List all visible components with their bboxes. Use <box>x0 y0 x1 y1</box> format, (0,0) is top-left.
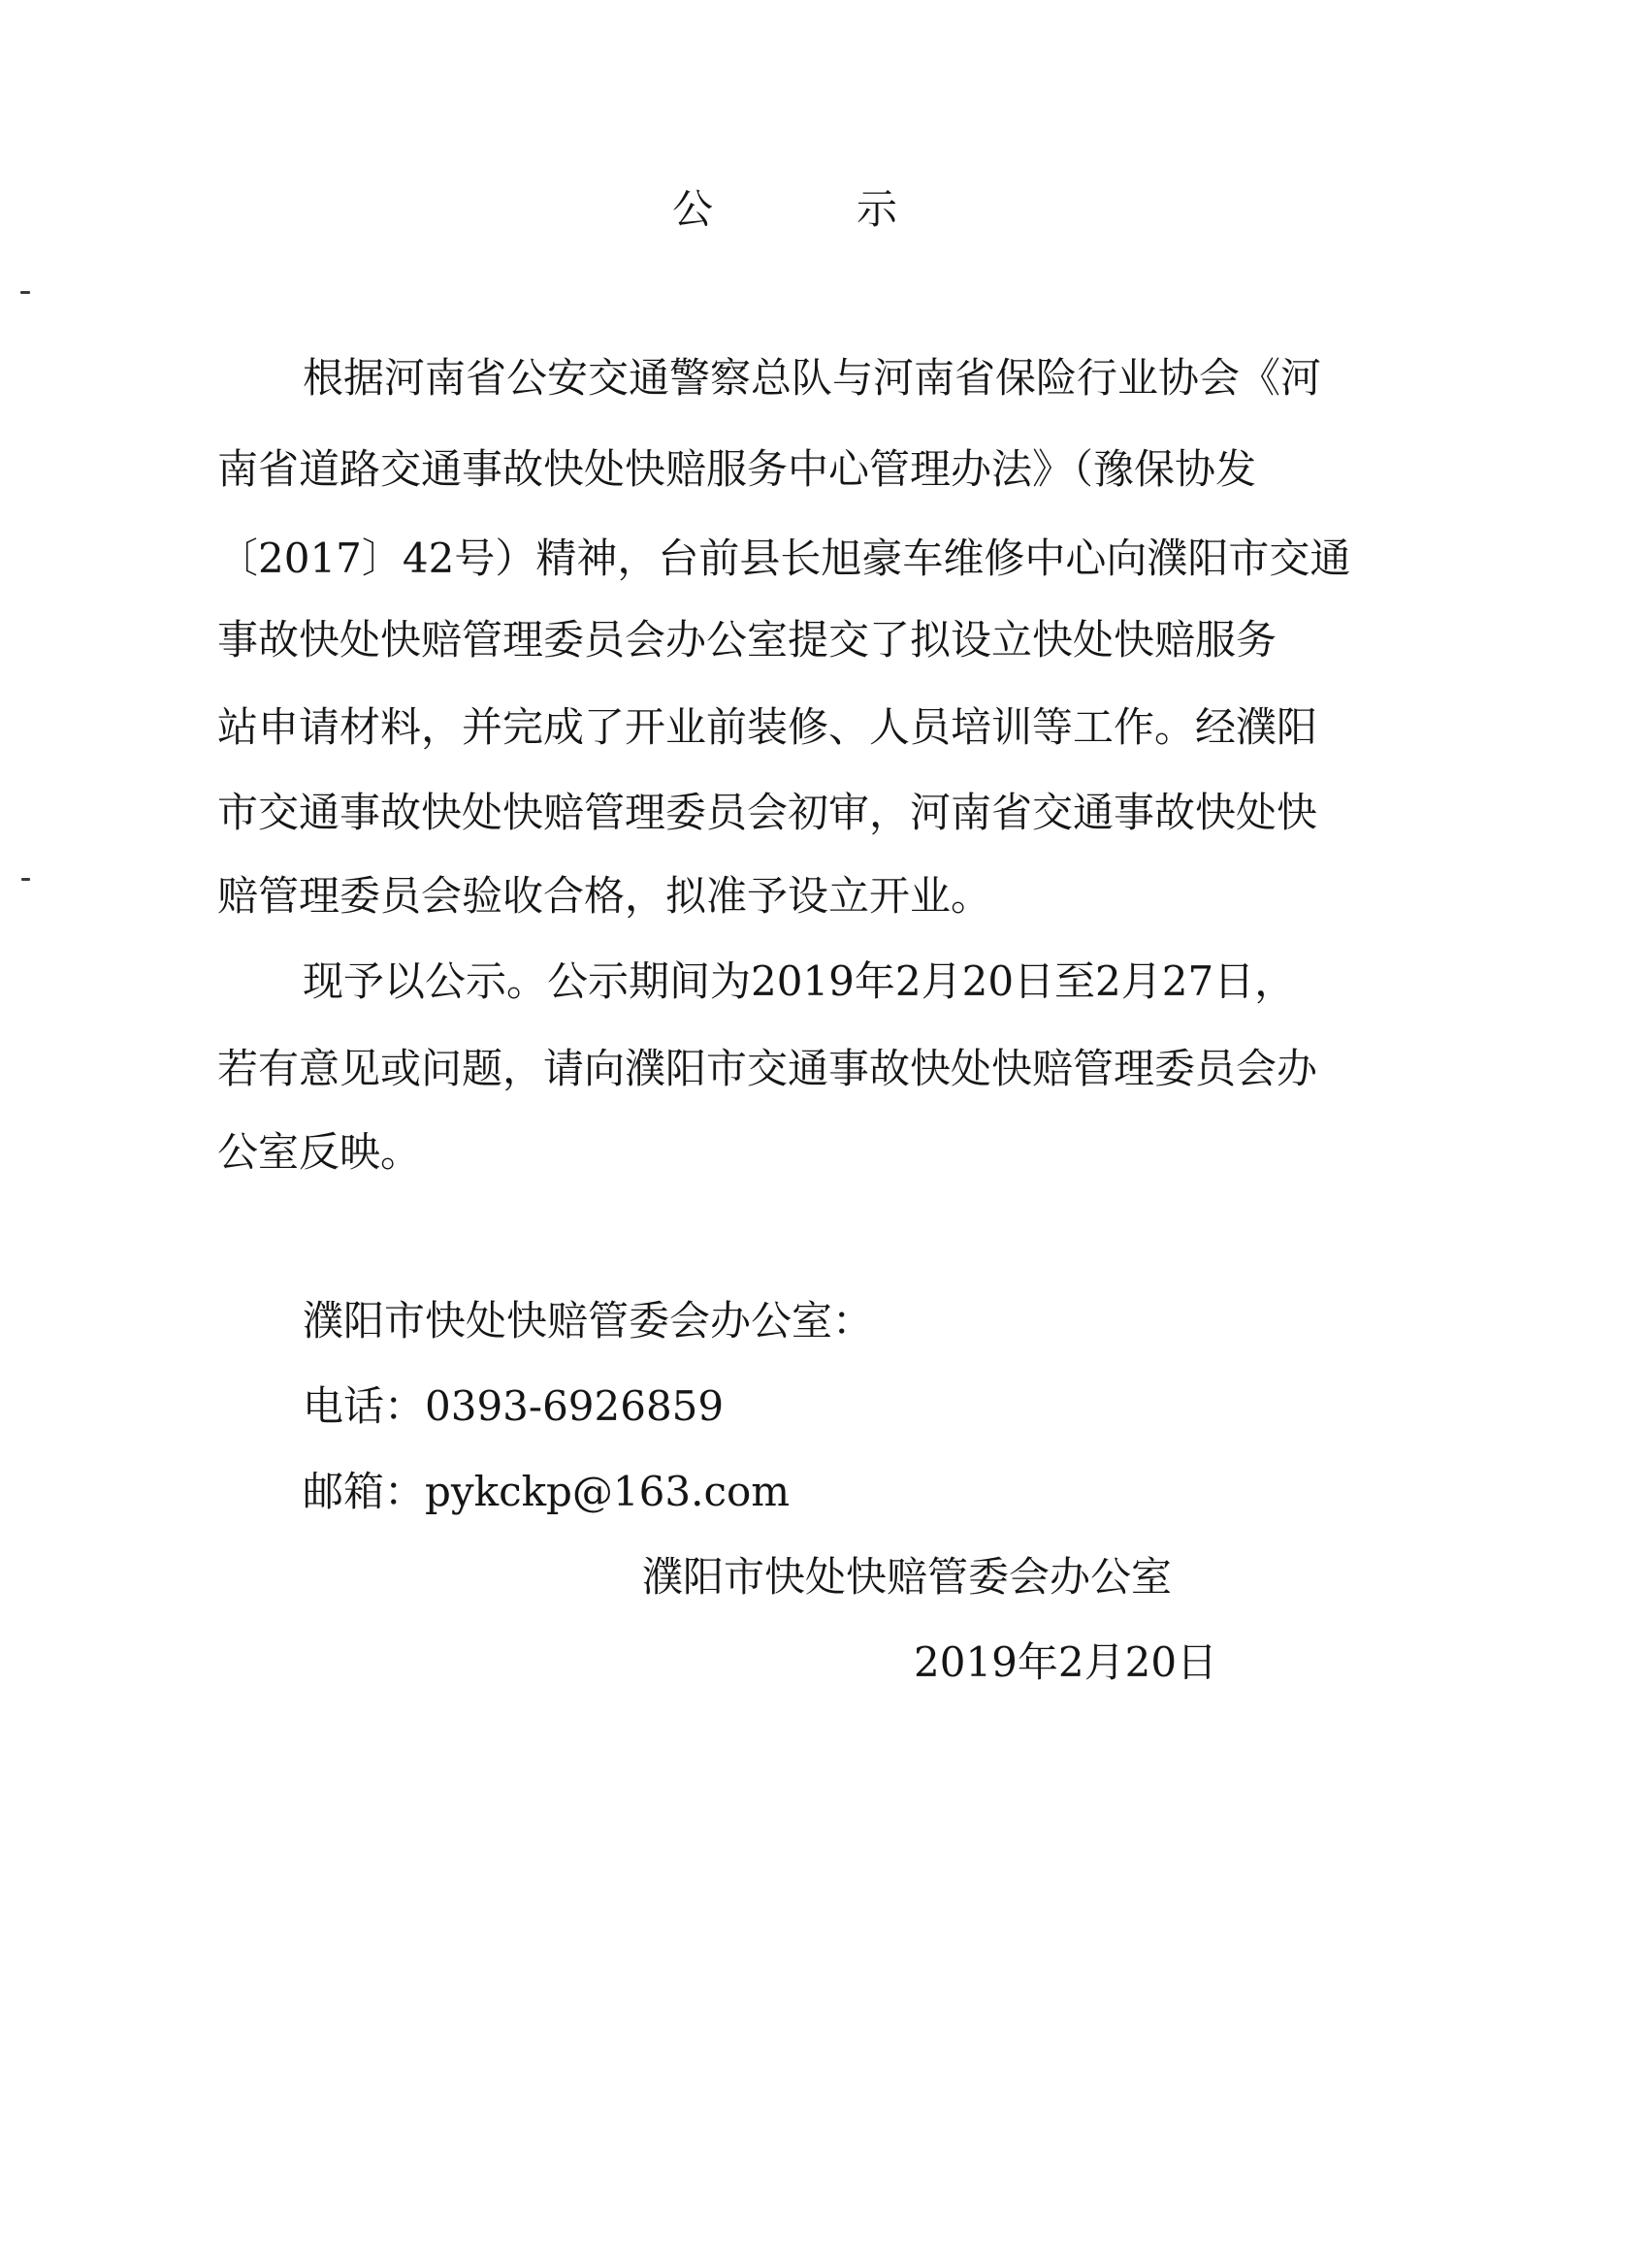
scan-mark-top-left <box>20 291 30 294</box>
page-title: 公示 <box>672 185 1042 233</box>
paragraph-1-line-1: 根据河南省公安交通警察总队与河南省保险行业协会《河 <box>303 354 1322 402</box>
paragraph-1-line-2: 南省道路交通事故快处快赔服务中心管理办法》（豫保协发 <box>217 445 1257 493</box>
contact-phone: 电话：0393-6926859 <box>303 1382 725 1430</box>
paragraph-1-line-3: 〔2017〕42号）精神，台前县长旭豪车维修中心向濮阳市交通 <box>217 535 1351 582</box>
paragraph-2-line-1: 现予以公示。公示期间为2019年2月20日至2月27日， <box>303 957 1296 1005</box>
paragraph-1-line-4: 事故快处快赔管理委员会办公室提交了拟设立快处快赔服务 <box>217 616 1277 664</box>
paragraph-1-line-7: 赔管理委员会验收合格，拟准予设立开业。 <box>217 872 992 920</box>
paragraph-2-line-2: 若有意见或问题，请向濮阳市交通事故快处快赔管理委员会办 <box>217 1045 1318 1092</box>
paragraph-2-line-3: 公室反映。 <box>217 1128 422 1176</box>
paragraph-1-line-5: 站申请材料，并完成了开业前装修、人员培训等工作。经濮阳 <box>217 703 1318 751</box>
contact-office: 濮阳市快处快赔管委会办公室： <box>303 1297 874 1345</box>
signature-issuer: 濮阳市快处快赔管委会办公室 <box>642 1553 1173 1601</box>
paragraph-1-line-6: 市交通事故快处快赔管理委员会初审，河南省交通事故快处快 <box>217 789 1318 836</box>
scan-mark-mid-left <box>21 878 30 881</box>
signature-date: 2019年2月20日 <box>914 1638 1218 1686</box>
contact-email: 邮箱：pykckp@163.com <box>303 1468 791 1515</box>
